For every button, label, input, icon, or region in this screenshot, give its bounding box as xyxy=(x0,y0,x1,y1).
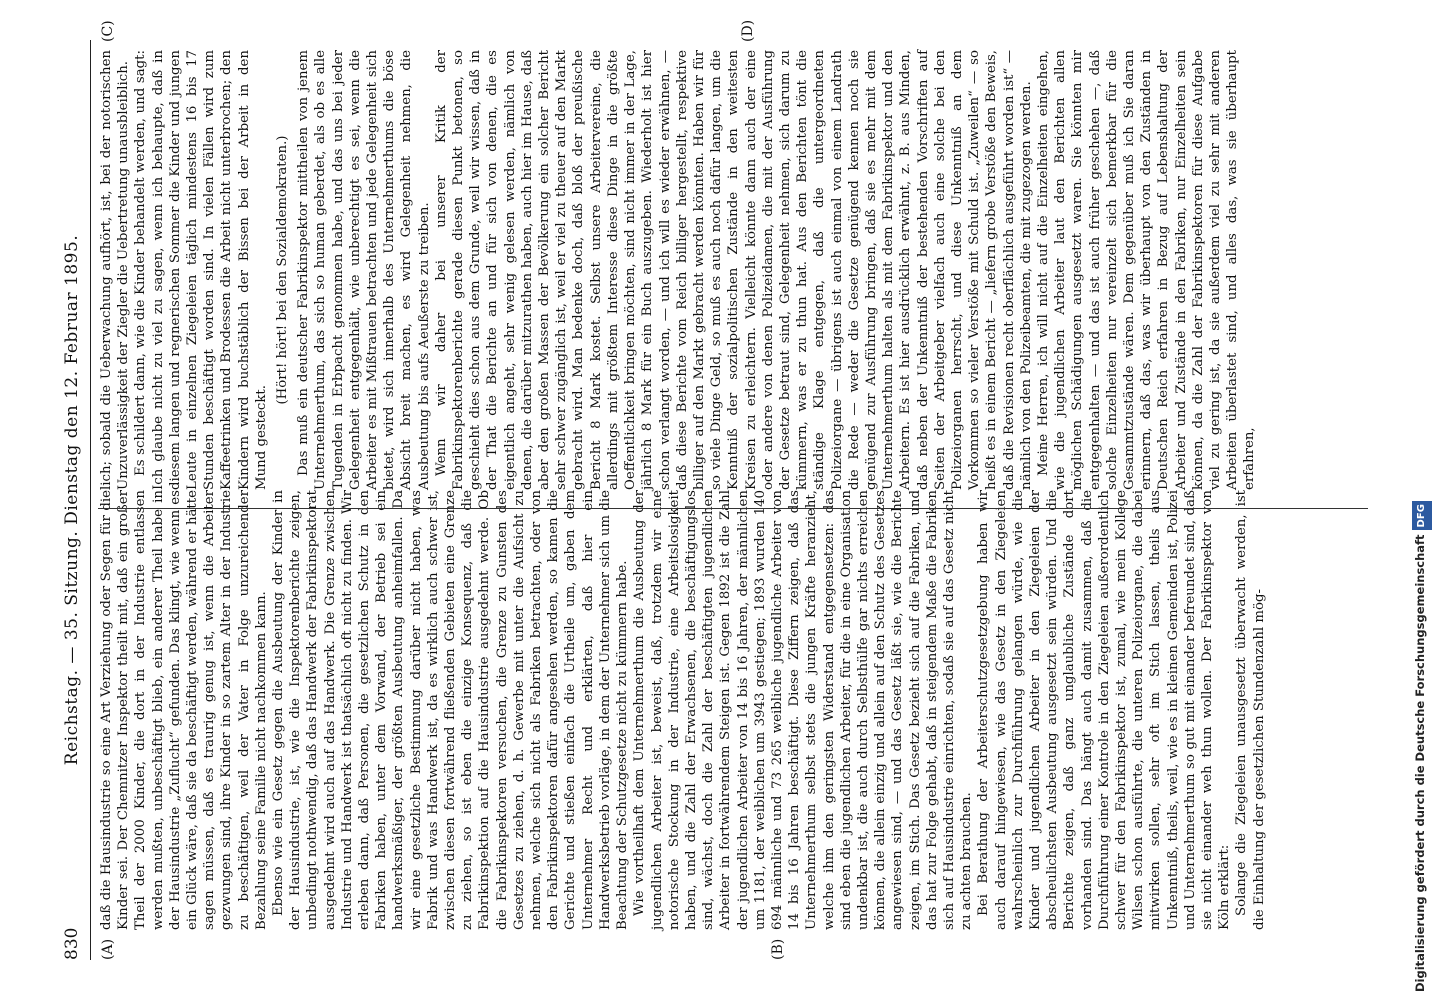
paragraph: lich; sobald die Ueberwachung aufhört, ist, bei der notorischen Unzuverlässigkeit der Ziegler die Uebertretung unausbleiblich. xyxy=(99,50,132,490)
paragraph: Es schildert dann, wie die Kinder behandelt werden, und sagt: Ich glaube nicht zu viel zu sagen, wenn ich behaupte, daß in diesem langen und regnerischen Sommer die Kinder und jungen Leute in einzelnen Ziegeleien täglich mindestens 16 bis 17 Stunden beschäftigt worden sind. In vielen Fällen wird zum Kaffeetrinken und Brodessen die Arbeit nicht unterbrochen; den Kindern wird buchstäblich der Bissen bei der Arbeit in den Mund gesteckt. xyxy=(133,50,269,490)
paragraph: Wenn wir daher bei unserer Kritik der Fabrikinspektorenberichte gerade diesen Punkt betonen, so geschieht dies schon aus dem Grunde, weil wir wissen, daß in der That die Berichte an und für sich von denen, die es eigentlich angeht, sehr wenig gelesen werden, nämlich von denen, die darüber mitzurathen haben, auch hier im Hause, daß aber den großen Massen der Bevölkerung ein solcher Bericht sehr schwer zugänglich ist, weil er viel zu theuer auf den Markt gebracht wird. Man bedenke doch, daß bloß der preußische Bericht 8 Mark kostet. Selbst unsere Arbeitervereine, die allerdings mit größtem Interesse diese Dinge in die größte Oeffentlichkeit bringen möchten, sind nicht immer in der Lage, jährlich 8 Mark für ein Buch auszugeben. Wiederholt ist hier schon verlangt worden, — und ich will es wieder erwähnen, — daß diese Berichte vom Reich billiger hergestellt, respektive billiger auf den Markt gebracht werden könnten. Haben wir für so viele Dinge Geld, so muß es auch noch dafür langen, um die Kenntniß der sozialpolitischen Zustände in den weitesten Kreisen zu erleichtern. Vielleicht könnte dann auch der eine oder andere von denen Polizeidamen, die mit der Ausführung der Gesetze betraut sind, Gelegenheit nehmen, sich darum zu kümmern, was er zu thun hat. Aus den Berichten tönt die ständige Klage entgegen, daß die untergeordneten Polizeiorgane — übrigens ist auch einmal von einem Landrath die Rede — weder die Gesetze genügend kennen noch sie genügend zur Ausführung bringen, daß sie es mehr mit dem Unternehmerthum halten als mit dem Fabrikinspektor und den Arbeitern. Es ist hier ausdrücklich erwähnt, z. B. aus Minden, daß neben der Unkenntniß der bestehenden Vorschriften auf Seiten der Arbeitgeber vielfach auch eine solche bei den Polizeiorganen herrscht, und diese Unkenntniß an dem Vorkommen so vieler Verstöße mit Schuld ist. „Zuweilen“ — so heißt es in einem Bericht — „liefern grobe Verstöße den Beweis, daß die Revisionen recht oberflächlich ausgeführt worden ist“ — nämlich von den Polizeibeamten, die mit zugezogen werden. xyxy=(433,50,1034,490)
header-rule xyxy=(90,40,91,960)
interjection: (Hört! hört! bei den Sozialdemokraten.) xyxy=(275,135,291,405)
page-header xyxy=(62,40,88,960)
margin-marker-b: (B) xyxy=(770,938,786,960)
left-column xyxy=(98,490,1268,930)
paragraph: Meine Herren, ich will nicht auf die Einzelheiten eingehen, wie die jugendlichen Arbeiter laut den Berichten allen möglichen Schädigungen ausgesetzt waren. Sie könnten mir entgegenhalten — und das ist auch früher geschehen —, daß solche Einzelheiten nur vereinzelt sich bemerkbar für die Gesammtzustände wären. Dem gegenüber muß ich Sie daran erinnern, daß das, was wir überhaupt von den Zuständen in Deutschen Reich erfahren in Bezug auf Lebenshaltung der Arbeiter und Zustände in den Fabriken, nur Einzelheiten sein können, da die Zahl der Fabrikinspektoren für diese Aufgabe viel zu gering ist, da sie außerdem viel zu sehr mit anderen Arbeiten überlastet sind, und alles das, was sie überhaupt erfahren, xyxy=(1035,50,1258,490)
column-divider xyxy=(98,508,1368,509)
dfg-logo: DFG xyxy=(1412,501,1432,530)
margin-marker-d: (D) xyxy=(740,19,756,42)
digitization-credit xyxy=(1410,0,1432,1000)
credit-text: Digitalisierung gefördert durch die Deutsche Forschungsgemeinschaft xyxy=(1413,534,1427,992)
right-column xyxy=(98,50,1259,490)
paragraph: Wie vortheilhaft dem Unternehmerthum die Ausbeutung der jugendlichen Arbeiter ist, beweist, daß, trotzdem wir eine notorische Stockung in der Industrie, eine Arbeitslosigkeit haben, und die Zahl der Erwachsenen, die beschäftigungslos sind, wächst, doch die Zahl der beschäftigten jugendlichen Arbeiter in fortwährendem Steigen ist. Gegen 1892 ist die Zahl der jugendlichen Arbeiter von 14 bis 16 Jahren, der männlichen um 1181, der weiblichen um 3943 gestiegen; 1893 wurden 140 694 männliche und 73 265 weibliche jugendliche Arbeiter von 14 bis 16 Jahren beschäftigt. Diese Ziffern zeigen, daß das Unternehmerthum selbst stets die jungen Kräfte heranzieht, welche ihm den geringsten Widerstand entgegensetzen: das sind eben die jugendlichen Arbeiter, für die in eine Organisation undenkbar ist, die auch durch Selbsthülfe gar nichts erreichen können, die allein einzig und allein auf den Schutz des Gesetzes angewiesen sind, — und das Gesetz läßt sie, wie die Berichte zeigen, im Stich. Das Gesetz bezieht sich auf die Fabriken, und das hat zur Folge gehabt, daß in steigendem Maße die Fabriken sich auf Hausindustrie einrichten, sodaß sie auf das Gesetz nicht zu achten brauchen. xyxy=(632,490,975,930)
margin-marker-c: (C) xyxy=(100,20,116,42)
page-number: 830 xyxy=(62,927,82,960)
paragraph: Solange die Ziegeleien unausgesetzt überwacht werden, ist die Einhaltung der gesetzlichen Stundenzahl mög- xyxy=(1234,490,1267,930)
paragraph: daß die Hausindustrie so eine Art Verziehung oder Segen für die Kinder sei. Der Chemnitzer Inspektor theilt mit, daß ein großer Theil der 2000 Kinder, die dort in der Industrie entlassen werden mußten, unbeschäftigt blieb, ein anderer Theil habe in der Hausindustrie „Zuflucht“ gefunden. Das klingt, wie wenn es ein Glück wäre, daß sie da beschäftigt werden, während er hätte sagen müssen, daß es traurig genug ist, wenn die Arbeiter gezwungen sind, ihre Kinder in so zartem Alter in der Industrie zu beschäftigen, weil der Vater in Folge unzureichender Bezahlung seine Familie nicht nachkommen kann. xyxy=(99,490,269,930)
paragraph: Ebenso wie ein Gesetz gegen die Ausbeutung der Kinder in der Hausindustrie, ist, wie die Inspektorenberichte zeigen, unbedingt nothwendig, daß das Handwerk der Fabrikinspektorat ausgedehnt wird auch auf das Handwerk. Die Grenze zwischen Industrie und Handwerk ist thatsächlich oft nicht zu finden. Wir erleben dann, daß Personen, die gesetzlichen Schutz in den Fabriken haben, unter dem Vorwand, der Betrieb sei ein handwerksmäßiger, der größten Ausbeutung anheimfallen. Da wir eine gesetzliche Bestimmung darüber nicht haben, was Fabrik und was Handwerk ist, da es wirklich auch schwer ist, zwischen diesen fortwährend fließenden Gebieten eine Grenze zu ziehen, so ist eben die einzige Konsequenz, daß die Fabrikinspektion auf die Hausindustrie ausgedehnt werde. Ob die Fabrikinspektoren versuchen, die Grenze zu Gunsten des Gesetzes zu ziehen, d. h. Gewerbe mit unter die Aufsicht zu nehmen, welche sich nicht als Fabriken betrachten, oder von den Fabrikinspektoren dafür angesehen werden, so kamen die Gerichte und stießen einfach die Urtheile um, gaben dem Unternehmer Recht und erklärten, daß hier ein Handwerksbetrieb vorläge, in dem der Unternehmer sich um die Beachtung der Schutzgesetze nicht zu kümmern habe. xyxy=(271,490,631,930)
running-title: Reichstag. — 35. Sitzung. Dienstag den 12. Februar 1895. xyxy=(62,234,82,766)
paragraph: Das muß ein deutscher Fabrikinspektor mittheilen von jenem Unternehmerthum, das sich so human geberdet, als ob es alle Tugenden in Erbpacht genommen habe, und das uns bei jeder Gelegenheit entgegenhält, wie unberechtigt es sei, wenn die Arbeiter es mit Mißtrauen betrachten und jede Gelegenheit sich bietet, wird sich innerhalb des Unternehmerthums die böse Absicht breit machen, es wird Gelegenheit nehmen, die Ausbeutung bis aufs Aeußerste zu treiben. xyxy=(296,50,432,490)
paragraph: Bei Berathung der Arbeiterschutzgesetzgebung haben wir auch darauf hingewiesen, wie das Gesetz in den Ziegeleien wahrscheinlich zur Durchführung gelangen würde, wie die Kinder und jugendlichen Arbeiter in den Ziegeleien der abscheulichsten Ausbeutung ausgesetzt sein würden. Und die Berichte zeigen, daß ganz unglaubliche Zustände dort vorhanden sind. Das hängt auch damit zusammen, daß die Durchführung einer Kontrole in den Ziegeleien außerordentlich schwer für den Fabrikinspektor ist, zumal, wie mein Kollege Wilsen schon ausführte, die unteren Polizeiorgane, die dabei mitwirken sollen, sehr oft im Stich lassen, theils aus Unkenntniß, theils, weil, wie es in kleinen Gemeinden ist, Polizei und Unternehmerthum so gut mit einander befreundet sind, daß sie nicht einander weh thun wollen. Der Fabrikinspektor von Köln erklärt: xyxy=(976,490,1233,930)
margin-marker-a: (A) xyxy=(100,938,116,960)
